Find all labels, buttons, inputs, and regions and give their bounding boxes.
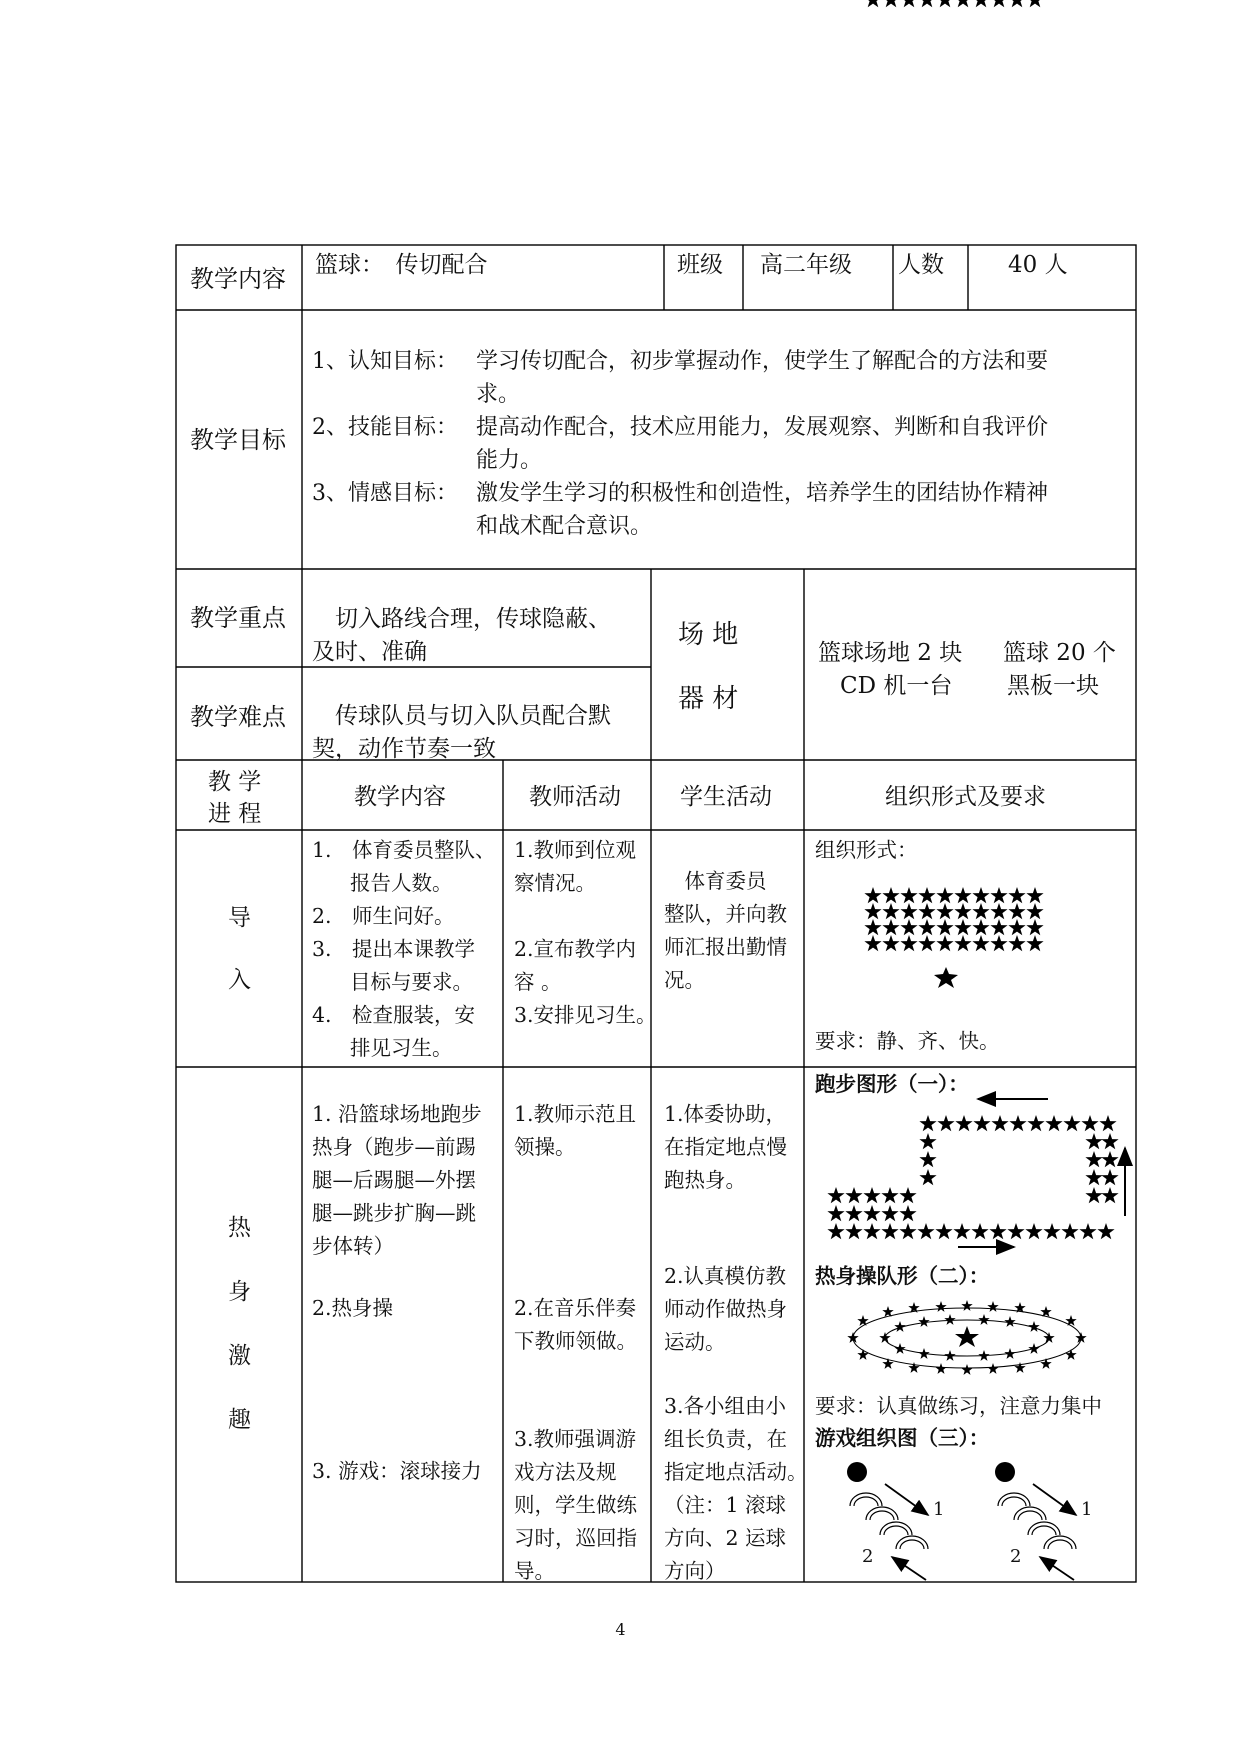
fig3-title: 游戏组织图（三）： xyxy=(815,1426,990,1450)
warmup-student-1: 1.体委协助， 在指定地点慢 跑热身。 xyxy=(664,1102,787,1192)
intro-org-requirement: 要求：静、齐、快。 xyxy=(815,1029,1000,1053)
warmup-content-game: 3. 游戏：滚球接力 xyxy=(312,1459,482,1483)
page-number: 4 xyxy=(615,1620,626,1639)
fig1-title: 跑步图形（一）： xyxy=(815,1072,969,1096)
goal-item-continuation: 能力。 xyxy=(476,448,543,473)
col-content-header: 教学内容 xyxy=(354,784,446,810)
stage-warmup-char: 激 xyxy=(228,1343,251,1369)
intro-org-title: 组织形式： xyxy=(815,838,918,862)
teacher-star-icon xyxy=(934,967,958,988)
warmup-student-2: 2.认真模仿教 师动作做热身 运动。 xyxy=(664,1264,787,1354)
venue-balls: 篮球 20 个 xyxy=(1003,640,1116,666)
fig2-title: 热身操队形（二）： xyxy=(815,1264,990,1288)
goal-item: 2、技能目标： 提高动作配合，技术应用能力，发展观察、判断和自我评价 xyxy=(312,415,1049,440)
warmup-content-exercise: 2.热身操 xyxy=(312,1296,394,1320)
label-difficult-point: 教学难点 xyxy=(190,703,286,731)
venue-court: 篮球场地 2 块 xyxy=(818,640,963,666)
venue-blackboard: 黑板一块 xyxy=(1007,673,1099,699)
stage-warmup-char: 热 xyxy=(228,1215,251,1241)
stage-warmup-char: 身 xyxy=(228,1279,251,1305)
fig3-label-dribble: 2 xyxy=(862,1546,874,1567)
class-value: 高二年级 xyxy=(760,252,852,278)
goal-item-continuation: 求。 xyxy=(476,382,521,407)
difficult-point-text: 传球队员与切入队员配合默 契，动作节奏一致 xyxy=(312,703,611,762)
warmup-requirement: 要求：认真做练习，注意力集中 xyxy=(815,1394,1102,1418)
count-value: 40 人 xyxy=(1008,252,1068,278)
warmup-content-run: 1. 沿篮球场地跑步 热身（跑步—前踢 腿—后踢腿—外摆 腿—跳步扩胸—跳 步体转） xyxy=(312,1102,482,1258)
label-teaching-content: 教学内容 xyxy=(190,265,286,293)
content-value: 篮球： 传切配合 xyxy=(315,252,488,278)
stage-warmup-char: 趣 xyxy=(228,1407,251,1433)
game-organization-diagram xyxy=(847,1462,1076,1580)
venue-cd-player: CD 机一台 xyxy=(840,673,953,699)
label-process-1: 教 学 xyxy=(208,769,262,795)
ball-icon xyxy=(847,1462,867,1482)
goals-list xyxy=(312,345,1048,543)
intro-student-activity: 体育委员 整队，并向教 师汇报出勤情 况。 xyxy=(664,869,787,992)
label-key-point: 教学重点 xyxy=(190,604,286,632)
warmup-student-3: 3.各小组由小 组长负责，在 指定地点活动。 （注：1 滚球 方向、2 运球 方向） xyxy=(664,1394,808,1583)
goal-item-continuation: 和战术配合意识。 xyxy=(476,514,653,539)
warmup-teacher-1: 1.教师示范且 领操。 xyxy=(514,1102,637,1159)
stage-intro-char: 入 xyxy=(228,967,251,993)
leader-star-icon xyxy=(955,1326,979,1347)
fig3-label-roll: 1 xyxy=(1081,1499,1093,1520)
intro-teacher-activity: 1.教师到位观 察情况。 2.宣布教学内 容 。 3.安排见习生。 xyxy=(514,838,657,1027)
stage-intro-char: 导 xyxy=(228,905,251,931)
ball-icon xyxy=(995,1462,1015,1482)
warmup-teacher-2: 2.在音乐伴奏 下教师领做。 xyxy=(514,1296,637,1353)
warmup-teacher-3: 3.教师强调游 戏方法及规 则，学生做练 习时，巡回指 导。 xyxy=(514,1427,637,1583)
fig3-label-roll: 1 xyxy=(933,1499,945,1520)
intro-content: 1. 体育委员整队、 报告人数。 2. 师生问好。 3. 提出本课教学 目标与要求。 4. 检查服装，安 排见习生。 xyxy=(312,838,496,1060)
label-count: 人数 xyxy=(898,252,944,278)
key-point-text: 切入路线合理，传球隐蔽、 及时、准确 xyxy=(312,606,611,665)
col-teacher-header: 教师活动 xyxy=(529,784,621,810)
goal-item: 3、情感目标： 激发学生学习的积极性和创造性，培养学生的团结协作精神 xyxy=(312,481,1049,506)
label-teaching-goals: 教学目标 xyxy=(190,426,286,454)
label-equipment: 器 材 xyxy=(678,684,739,714)
fig3-label-dribble: 2 xyxy=(1010,1546,1022,1567)
running-route-diagram xyxy=(827,1099,1125,1247)
label-process-2: 进 程 xyxy=(208,801,262,827)
label-venue: 场 地 xyxy=(678,620,739,650)
label-class: 班级 xyxy=(677,252,723,278)
warmup-formation-diagram xyxy=(847,1300,1086,1375)
col-org-header: 组织形式及要求 xyxy=(885,784,1046,810)
col-student-header: 学生活动 xyxy=(680,784,772,810)
goal-item: 1、认知目标： 学习传切配合，初步掌握动作，使学生了解配合的方法和要 xyxy=(312,349,1049,374)
